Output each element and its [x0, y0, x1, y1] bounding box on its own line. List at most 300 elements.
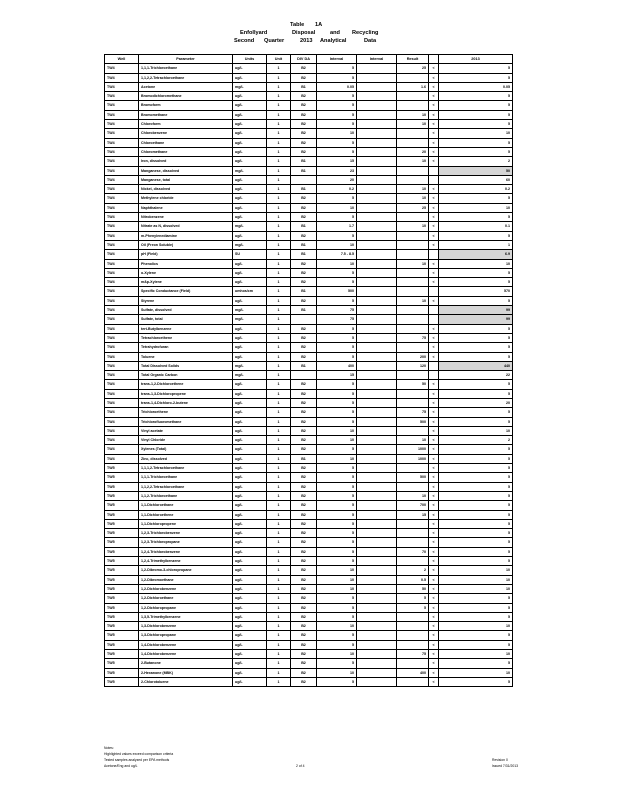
table-row	[105, 491, 513, 500]
table-row	[105, 436, 513, 445]
table-cell: 25	[397, 64, 429, 73]
table-cell: 5	[317, 529, 357, 538]
table-row	[105, 138, 513, 147]
table-cell	[357, 491, 397, 500]
table-cell	[397, 426, 429, 435]
table-cell: TW4	[105, 64, 139, 73]
table-cell: <	[429, 92, 439, 101]
table-cell	[357, 650, 397, 659]
table-cell: 1,2-Dibromoethane	[139, 575, 233, 584]
table-cell: B2	[291, 64, 317, 73]
table-cell: 5	[317, 501, 357, 510]
table-cell: <	[429, 612, 439, 621]
table-cell: 5	[317, 147, 357, 156]
table-cell: ug/L	[233, 203, 267, 212]
title-table-word: Table	[290, 22, 305, 28]
table-cell: 200	[397, 352, 429, 361]
table-cell: 10	[397, 110, 429, 119]
revision-line: Revision 0	[492, 758, 508, 762]
table-cell: <	[429, 259, 439, 268]
table-cell: TW4	[105, 138, 139, 147]
table-row	[105, 473, 513, 482]
table-cell: <	[429, 575, 439, 584]
table-cell: Chloroform	[139, 120, 233, 129]
table-cell: <	[429, 157, 439, 166]
table-cell: <	[429, 594, 439, 603]
table-cell: umhos/cm	[233, 287, 267, 296]
table-cell: Vinyl acetate	[139, 426, 233, 435]
table-cell: 5	[317, 389, 357, 398]
table-cell: 22	[439, 371, 513, 380]
table-cell: <	[429, 491, 439, 500]
table-cell: 1	[267, 650, 291, 659]
table-cell: 5	[317, 519, 357, 528]
table-cell	[397, 529, 429, 538]
table-cell: <	[429, 603, 439, 612]
table-cell: 1	[267, 101, 291, 110]
table-cell: Bromodichloromethane	[139, 92, 233, 101]
table-cell: <	[429, 426, 439, 435]
table-cell: 1	[267, 575, 291, 584]
table-cell: 1	[267, 640, 291, 649]
table-cell: 1,3,5-Trimethylbenzene	[139, 612, 233, 621]
table-cell: TW5	[105, 668, 139, 677]
table-cell: <	[429, 640, 439, 649]
table-cell: ug/L	[233, 138, 267, 147]
table-cell: 5	[317, 538, 357, 547]
table-cell: B2	[291, 268, 317, 277]
table-row	[105, 464, 513, 473]
table-cell	[357, 464, 397, 473]
table-cell: 1,4-Dichlorobenzene	[139, 650, 233, 659]
table-cell	[357, 408, 397, 417]
table-cell: 1,3-Dichlorobenzene	[139, 622, 233, 631]
table-cell: TW4	[105, 361, 139, 370]
table-cell: 10	[397, 194, 429, 203]
table-cell: TW5	[105, 677, 139, 686]
table-cell: TW4	[105, 306, 139, 315]
table-cell	[397, 557, 429, 566]
table-cell: ug/L	[233, 594, 267, 603]
table-row	[105, 426, 513, 435]
table-cell: 1	[267, 296, 291, 305]
table-cell: <	[429, 473, 439, 482]
table-cell: ug/L	[233, 445, 267, 454]
table-cell: TW4	[105, 333, 139, 342]
table-row	[105, 371, 513, 380]
table-row	[105, 398, 513, 407]
table-cell: 10	[439, 426, 513, 435]
table-cell: 15	[317, 371, 357, 380]
table-cell: TW5	[105, 538, 139, 547]
table-cell: B2	[291, 343, 317, 352]
table-cell: 10	[317, 203, 357, 212]
table-cell	[357, 547, 397, 556]
table-cell	[429, 361, 439, 370]
table-cell: 1	[267, 352, 291, 361]
table-cell: ug/L	[233, 343, 267, 352]
table-cell: <	[429, 557, 439, 566]
footer-note-line: Tested samples analyzed per EPA methods	[104, 758, 170, 762]
table-cell	[357, 175, 397, 184]
table-row	[105, 268, 513, 277]
table-cell	[357, 436, 397, 445]
table-cell: Acetone	[139, 82, 233, 91]
table-cell	[397, 519, 429, 528]
footer-note-line: Highlighted values exceed comparison criteria	[104, 752, 174, 756]
table-cell: B2	[291, 677, 317, 686]
table-cell: 1	[267, 361, 291, 370]
table-cell	[397, 677, 429, 686]
table-cell: 5	[317, 120, 357, 129]
table-cell: m-Phenylenediamine	[139, 231, 233, 240]
table-cell: TW5	[105, 519, 139, 528]
table-cell: 5	[317, 631, 357, 640]
table-cell: SU	[233, 250, 267, 259]
table-cell: <	[429, 436, 439, 445]
table-cell	[357, 640, 397, 649]
table-cell: 1,1,2,2-Tetrachloroethane	[139, 73, 233, 82]
table-cell: B2	[291, 259, 317, 268]
table-cell: 0.2	[317, 185, 357, 194]
table-cell: TW4	[105, 371, 139, 380]
table-cell: 5	[439, 147, 513, 156]
table-cell: TW4	[105, 352, 139, 361]
table-cell: 10	[317, 259, 357, 268]
table-cell: 50	[397, 584, 429, 593]
table-cell: <	[429, 584, 439, 593]
table-cell	[397, 464, 429, 473]
table-cell: 5	[317, 547, 357, 556]
table-cell	[357, 157, 397, 166]
table-cell: 1	[267, 445, 291, 454]
table-cell: 5	[317, 138, 357, 147]
table-cell: 440	[439, 361, 513, 370]
table-row	[105, 343, 513, 352]
table-cell: 5	[317, 231, 357, 240]
table-cell	[357, 361, 397, 370]
table-cell: 5	[317, 408, 357, 417]
table-cell: ug/L	[233, 408, 267, 417]
table-cell: <	[429, 324, 439, 333]
table-cell	[357, 324, 397, 333]
table-cell: 1	[267, 147, 291, 156]
table-cell: <	[429, 120, 439, 129]
table-cell: ug/L	[233, 120, 267, 129]
title-word: Recycling	[352, 30, 379, 36]
table-cell	[397, 213, 429, 222]
table-cell: 570	[439, 287, 513, 296]
table-row	[105, 380, 513, 389]
table-cell: <	[429, 64, 439, 73]
table-header-row	[105, 55, 513, 64]
column-header: Interval	[317, 55, 357, 64]
table-cell	[397, 250, 429, 259]
table-cell: TW4	[105, 315, 139, 324]
table-cell: 500	[397, 473, 429, 482]
table-cell: 5	[439, 519, 513, 528]
table-cell: 23	[317, 166, 357, 175]
title-table-number: 1A	[315, 22, 323, 28]
table-cell: <	[429, 464, 439, 473]
table-cell: Chloromethane	[139, 147, 233, 156]
table-cell: 1.6	[397, 82, 429, 91]
table-cell: 5	[317, 612, 357, 621]
table-cell	[357, 677, 397, 686]
table-cell: 2-Butanone	[139, 659, 233, 668]
table-cell: B2	[291, 231, 317, 240]
table-cell: ug/L	[233, 185, 267, 194]
table-cell: TW4	[105, 389, 139, 398]
table-cell	[357, 389, 397, 398]
table-cell: TW4	[105, 268, 139, 277]
table-cell: B2	[291, 110, 317, 119]
table-cell	[397, 101, 429, 110]
table-cell: ug/L	[233, 454, 267, 463]
table-cell: ug/L	[233, 557, 267, 566]
table-cell: 1	[267, 222, 291, 231]
table-row	[105, 538, 513, 547]
table-cell: TW4	[105, 398, 139, 407]
table-cell	[397, 306, 429, 315]
table-cell	[357, 166, 397, 175]
table-cell: 5	[439, 92, 513, 101]
table-cell: ug/L	[233, 324, 267, 333]
table-cell: B2	[291, 408, 317, 417]
table-row	[105, 622, 513, 631]
table-cell: <	[429, 147, 439, 156]
table-cell: <	[429, 659, 439, 668]
table-cell: TW4	[105, 82, 139, 91]
table-cell: 1	[267, 547, 291, 556]
table-cell: 5	[317, 278, 357, 287]
table-row	[105, 259, 513, 268]
table-cell: 10	[397, 491, 429, 500]
table-cell: TW5	[105, 529, 139, 538]
table-cell: <	[429, 213, 439, 222]
table-cell: TW4	[105, 445, 139, 454]
table-cell: B2	[291, 213, 317, 222]
table-cell: Tetrachloroethene	[139, 333, 233, 342]
table-cell: 1000	[397, 454, 429, 463]
table-cell: 1	[267, 287, 291, 296]
table-cell	[357, 594, 397, 603]
table-cell: ug/L	[233, 296, 267, 305]
revision-line: Issued 7/31/2013	[492, 764, 519, 768]
table-cell: TW5	[105, 584, 139, 593]
table-cell: Toluene	[139, 352, 233, 361]
table-cell: B2	[291, 538, 317, 547]
table-cell: TW4	[105, 287, 139, 296]
table-cell: 1,1-Dichloroethene	[139, 510, 233, 519]
table-cell: B2	[291, 659, 317, 668]
table-cell: 5	[439, 445, 513, 454]
table-cell	[357, 426, 397, 435]
table-cell: ug/L	[233, 73, 267, 82]
column-header: DIV DA	[291, 55, 317, 64]
table-row	[105, 677, 513, 686]
table-cell	[397, 138, 429, 147]
table-cell: TW4	[105, 166, 139, 175]
title-word: Data	[364, 38, 377, 44]
table-cell: 1	[267, 324, 291, 333]
table-cell: 1	[267, 240, 291, 249]
table-cell: 5	[317, 92, 357, 101]
table-cell	[357, 445, 397, 454]
table-cell: 5	[439, 482, 513, 491]
table-cell: 1	[267, 464, 291, 473]
table-cell: TW5	[105, 557, 139, 566]
table-cell: 1000	[397, 445, 429, 454]
table-cell: ug/L	[233, 398, 267, 407]
table-cell: B2	[291, 529, 317, 538]
table-cell: 10	[439, 566, 513, 575]
table-cell: Specific Conductance (Field)	[139, 287, 233, 296]
table-cell: 5	[317, 343, 357, 352]
table-cell	[357, 519, 397, 528]
table-cell: 5	[397, 603, 429, 612]
table-cell	[357, 296, 397, 305]
table-cell: ug/L	[233, 603, 267, 612]
table-cell: TW5	[105, 650, 139, 659]
table-cell: <	[429, 510, 439, 519]
title-word: and	[330, 30, 340, 36]
table-cell: <	[429, 101, 439, 110]
table-row	[105, 352, 513, 361]
table-cell: TW4	[105, 175, 139, 184]
table-cell	[397, 538, 429, 547]
table-cell	[429, 287, 439, 296]
table-cell: B1	[291, 222, 317, 231]
table-row	[105, 575, 513, 584]
table-cell: 5	[439, 333, 513, 342]
table-cell	[397, 73, 429, 82]
table-row	[105, 324, 513, 333]
column-header	[429, 55, 439, 64]
table-cell	[357, 333, 397, 342]
table-cell: B2	[291, 73, 317, 82]
table-cell: 1,2,4-Trimethylbenzene	[139, 557, 233, 566]
table-cell: 10	[397, 185, 429, 194]
table-row	[105, 454, 513, 463]
table-cell: 5	[397, 594, 429, 603]
table-cell	[357, 510, 397, 519]
table-cell: 1	[267, 538, 291, 547]
table-cell: 5	[317, 110, 357, 119]
table-row	[105, 566, 513, 575]
table-cell: 1	[267, 73, 291, 82]
table-cell: <	[429, 538, 439, 547]
table-cell: ug/L	[233, 510, 267, 519]
table-cell: ug/L	[233, 333, 267, 342]
table-cell: <	[429, 240, 439, 249]
table-row	[105, 333, 513, 342]
table-cell: 10	[397, 259, 429, 268]
table-cell: 5	[439, 138, 513, 147]
table-cell: 1,1,2-Trichloroethane	[139, 491, 233, 500]
table-cell: ug/L	[233, 213, 267, 222]
table-cell: 1	[267, 473, 291, 482]
table-cell: 99	[439, 315, 513, 324]
table-cell: 1	[267, 417, 291, 426]
table-cell: 5	[439, 380, 513, 389]
table-cell: 5	[317, 268, 357, 277]
table-cell: B2	[291, 473, 317, 482]
table-cell	[357, 287, 397, 296]
table-cell: 1.7	[317, 222, 357, 231]
table-cell: 5	[317, 380, 357, 389]
table-cell	[357, 110, 397, 119]
table-cell: 10	[439, 668, 513, 677]
table-cell: TW4	[105, 129, 139, 138]
table-cell: 1	[267, 668, 291, 677]
table-cell: 1,2-Dichloropropane	[139, 603, 233, 612]
table-cell: 1	[267, 333, 291, 342]
table-cell: 5	[439, 612, 513, 621]
table-row	[105, 129, 513, 138]
table-cell: TW5	[105, 566, 139, 575]
table-cell	[357, 575, 397, 584]
table-cell: B2	[291, 482, 317, 491]
table-cell: 5	[439, 73, 513, 82]
table-cell: <	[429, 278, 439, 287]
table-cell: TW4	[105, 278, 139, 287]
table-cell: m&p-Xylene	[139, 278, 233, 287]
table-cell: 5	[439, 64, 513, 73]
table-cell: 5	[317, 352, 357, 361]
table-cell: mg/L	[233, 166, 267, 175]
table-cell	[357, 501, 397, 510]
table-cell: trans-1,2-Dichloroethene	[139, 380, 233, 389]
table-cell: TW4	[105, 240, 139, 249]
table-cell: B2	[291, 557, 317, 566]
table-cell: B2	[291, 584, 317, 593]
table-cell: <	[429, 129, 439, 138]
table-cell: 5	[439, 631, 513, 640]
table-cell: Trichlorofluoromethane	[139, 417, 233, 426]
table-cell: Phenolics	[139, 259, 233, 268]
table-cell: <	[429, 194, 439, 203]
table-cell: 120	[397, 361, 429, 370]
table-cell: B2	[291, 296, 317, 305]
table-cell: 5	[439, 417, 513, 426]
table-cell	[357, 250, 397, 259]
table-cell: 500	[317, 287, 357, 296]
table-cell: ug/L	[233, 491, 267, 500]
table-cell: TW5	[105, 473, 139, 482]
table-cell: B2	[291, 380, 317, 389]
table-cell: ug/L	[233, 157, 267, 166]
table-row	[105, 584, 513, 593]
table-cell: 1	[267, 519, 291, 528]
table-cell	[397, 659, 429, 668]
title-word: Second	[234, 38, 255, 44]
table-cell: B2	[291, 575, 317, 584]
table-cell: B2	[291, 612, 317, 621]
table-cell: B2	[291, 464, 317, 473]
table-cell	[357, 380, 397, 389]
table-row	[105, 603, 513, 612]
table-cell: ug/L	[233, 612, 267, 621]
table-cell: 10	[439, 575, 513, 584]
table-cell: TW4	[105, 120, 139, 129]
table-row	[105, 482, 513, 491]
table-cell: ug/L	[233, 380, 267, 389]
table-cell: B2	[291, 501, 317, 510]
table-cell	[429, 250, 439, 259]
table-cell: 1,1-Dichloropropene	[139, 519, 233, 528]
table-cell: 1,2,3-Trichlorobenzene	[139, 529, 233, 538]
